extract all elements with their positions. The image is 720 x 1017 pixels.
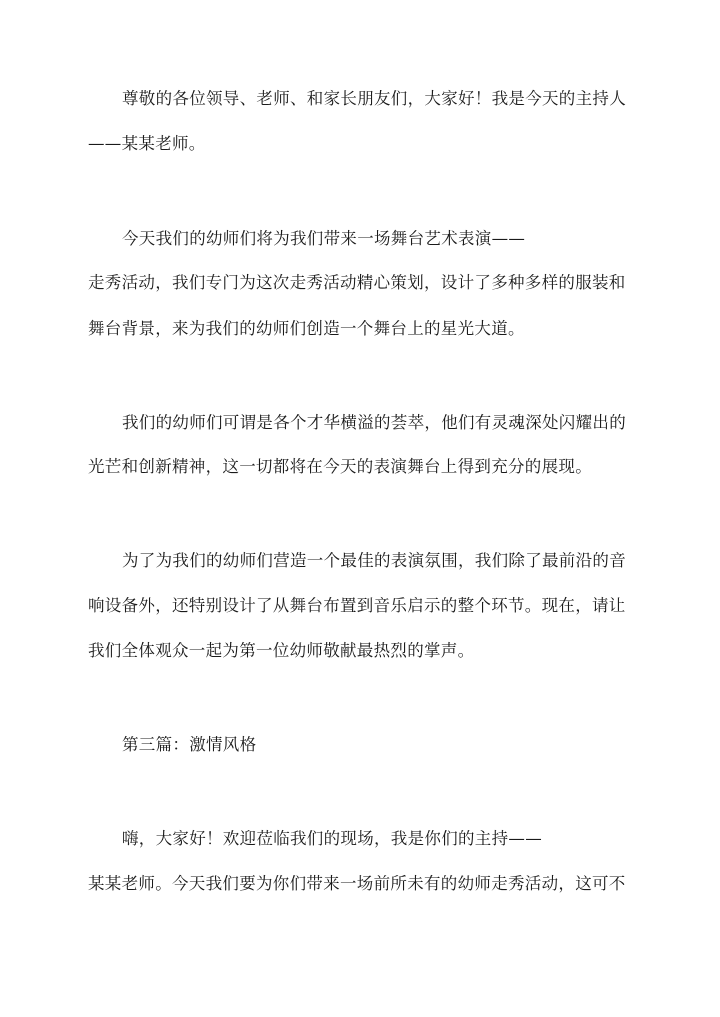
paragraph-5-line-1: 嗨，大家好！欢迎莅临我们的现场，我是你们的主持——	[122, 829, 542, 848]
paragraph-4-line-1: 为了为我们的幼师们营造一个最佳的表演氛围，我们除了最前沿的音	[122, 551, 626, 570]
paragraph-3-line-2: 光芒和创新精神，这一切都将在今天的表演舞台上得到充分的展现。	[88, 457, 592, 476]
paragraph-3-line-1: 我们的幼师们可谓是各个才华横溢的荟萃，他们有灵魂深处闪耀出的	[122, 413, 626, 432]
paragraph-1-line-1: 尊敬的各位领导、老师、和家长朋友们，大家好！我是今天的主持人	[122, 89, 626, 108]
paragraph-4-line-2: 响设备外，还特别设计了从舞台布置到音乐启示的整个环节。现在，请让	[88, 596, 626, 615]
paragraph-4-line-3: 我们全体观众一起为第一位幼师敬献最热烈的掌声。	[88, 641, 475, 660]
paragraph-5-line-2: 某某老师。今天我们要为你们带来一场前所未有的幼师走秀活动，这可不	[88, 874, 626, 893]
section-heading: 第三篇：激情风格	[122, 735, 257, 754]
paragraph-2-line-1: 今天我们的幼师们将为我们带来一场舞台艺术表演——	[122, 229, 526, 248]
paragraph-1-line-2: ——某某老师。	[88, 134, 206, 153]
paragraph-2-line-2: 走秀活动，我们专门为这次走秀活动精心策划，设计了多种多样的服装和	[88, 273, 626, 292]
paragraph-2-line-3: 舞台背景，来为我们的幼师们创造一个舞台上的星光大道。	[88, 319, 525, 338]
